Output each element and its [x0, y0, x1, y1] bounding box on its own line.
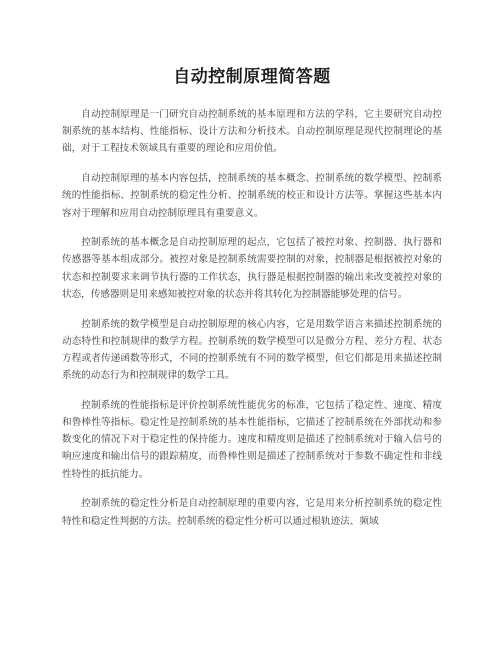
paragraph-basic-concepts: 控制系统的基本概念是自动控制原理的起点，它包括了被控对象、控制器、执行器和传感器等基本组成部分。被控对象是控制系统需要控制的对象，控制器是根据被控对象的状态和控制要求来调节执行器的工作状态，执行器是根据控制器的输出来改变被控对象的状态，传感器则是用来感知被控对象的状态并将其转化为控制器能够处理的信号。	[62, 237, 442, 300]
document-title: 自动控制原理简答题	[173, 67, 331, 87]
paragraph-performance-indices: 控制系统的性能指标是评价控制系统性能优劣的标准，它包括了稳定性、速度、精度和鲁棒性等指标。稳定性是控制系统的基本性能指标，它描述了控制系统在外部扰动和参数变化的情况下对于稳定性的保持能力。速度和精度则是描述了控制系统对于输入信号的响应速度和输出信号的跟踪精度，而鲁棒性则是描述了控制系统对于参数不确定性和非线性特性的抵抗能力。	[62, 399, 442, 480]
paragraph-math-model: 控制系统的数学模型是自动控制原理的核心内容，它是用数学语言来描述控制系统的动态特性和控制规律的数学方程。控制系统的数学模型可以是微分方程、差分方程、状态方程或者传递函数等形式，不同的控制系统有不同的数学模型，但它们都是用来描述控制系统的动态行为和控制规律的数学工具。	[62, 318, 442, 382]
paragraph-basic-content: 自动控制原理的基本内容包括，控制系统的基本概念、控制系统的数学模型、控制系统的性能指标、控制系统的稳定性分析、控制系统的校正和设计方法等。掌握这些基本内容对于理解和应用自动控制原理具有重要意义。	[62, 173, 442, 219]
paragraph-stability-analysis: 控制系统的稳定性分析是自动控制原理的重要内容，它是用来分析控制系统的稳定性特性和稳定性判据的方法。控制系统的稳定性分析可以通过根轨迹法、频域	[62, 498, 442, 527]
paragraph-intro: 自动控制原理是一门研究自动控制系统的基本原理和方法的学科，它主要研究自动控制系统的基本结构、性能指标、设计方法和分析技术。自动控制原理是现代控制理论的基础，对于工程技术领域具有重要的理论和应用价值。	[62, 109, 442, 155]
